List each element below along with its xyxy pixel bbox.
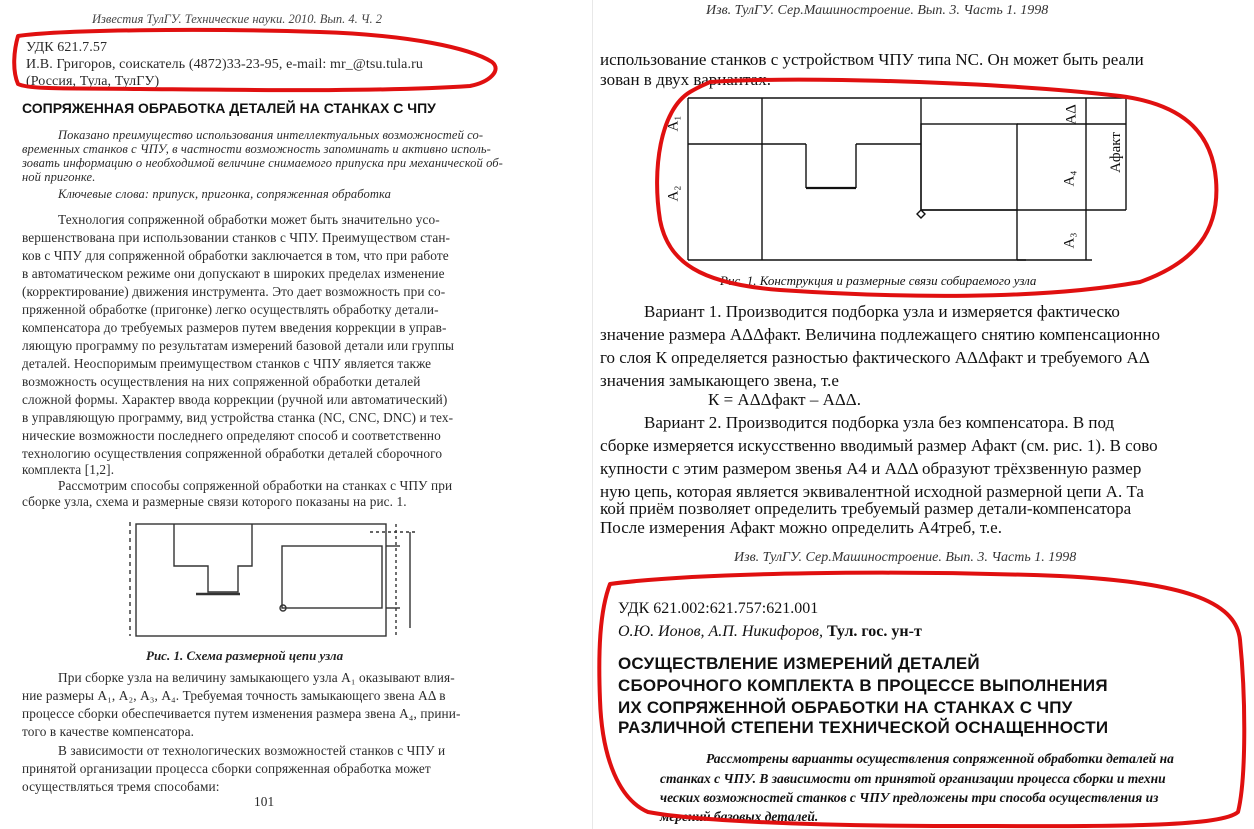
body-line: технологию осуществления сопряженной обработки деталей сборочного: [22, 446, 443, 461]
body-line: нические возможности последнего определяют способ и соответственно: [22, 428, 441, 443]
right-authors: [618, 623, 922, 641]
right-document-page: [596, 0, 1254, 829]
abstract-line: зовать информацию о необходимой величине снимаемого припуска при механической об-: [22, 156, 503, 170]
body-line: ков с ЧПУ для сопряженной обработки заключается в том, что при работе: [22, 248, 449, 263]
intro-line: зован в двух вариантах.: [600, 70, 771, 89]
right-assembly-figure: [656, 96, 1241, 268]
compensator-body: [921, 124, 1017, 210]
right-figure-caption: Рис. 1. Конструкция и размерные связи собираемого узла: [720, 273, 1037, 288]
body-line: компенсатора до требуемых размеров путем введения коррекции в управ-: [22, 320, 447, 335]
left-page-number: 101: [254, 794, 275, 809]
abstract-line: станках с ЧПУ. В зависимости от принятой организации процесса сборки и техни: [660, 771, 1166, 786]
body-line: деталей. Неоспоримым преимуществом станков с ЧПУ является также: [22, 356, 432, 371]
compensator-part: [282, 546, 382, 608]
abstract-line: Показано преимущество использования интеллектуальных возможностей со-: [58, 128, 484, 142]
body2-line: При сборке узла на величину замыкающего узла А₁ оказывают влия-: [58, 670, 455, 685]
body2-line: ние размеры А₁, А₂, А₃, А₄. Требуемая точность замыкающего звена АΔ в: [22, 688, 446, 703]
body-line: (корректирование) движения инструмента. Это дает возможность при со-: [22, 284, 446, 299]
left-author-line: И.В. Григоров, соискатель (4872)33-23-95, e-mail: mr_@tsu.tula.ru: [26, 57, 423, 72]
left-keywords: Ключевые слова: припуск, пригонка, сопряженная обработка: [58, 187, 391, 201]
left-running-header: Известия ТулГУ. Технические науки. 2010. Вып. 4. Ч. 2: [92, 12, 382, 26]
title-line: СБОРОЧНОГО КОМПЛЕКТА В ПРОЦЕССЕ ВЫПОЛНЕНИЯ: [618, 676, 1108, 695]
body2-line: осуществляться тремя способами:: [22, 779, 220, 794]
label-a3: A₃: [1061, 232, 1078, 249]
variant-line: значение размера АΔΔфакт. Величина подлежащего снятию компенсационно: [600, 325, 1160, 344]
body-line: Рассмотрим способы сопряженной обработки на станках с ЧПУ при: [58, 478, 453, 493]
label-a-delta: AΔ: [1063, 104, 1080, 125]
abstract-line: ческих возможностей станков с ЧПУ предложены три способа осуществления из: [660, 790, 1159, 805]
body-line: в управляющую программу, вид устройства станка (NC, CNC, DNC) и тех-: [22, 410, 454, 425]
intro-line: использование станков с устройством ЧПУ типа NC. Он может быть реали: [600, 50, 1144, 69]
left-figure-caption: Рис. 1. Схема размерной цепи узла: [146, 648, 344, 663]
abstract-line: Рассмотрены варианты осуществления сопряженной обработки деталей на: [706, 751, 1174, 766]
variant-line: значения замыкающего звена, т.е: [600, 371, 839, 390]
body-line: сборке узла, схема и размерные связи которого показаны на рис. 1.: [22, 494, 407, 509]
body-line: Технология сопряженной обработки может быть значительно усо-: [58, 212, 440, 227]
base-part-outline: [174, 524, 252, 592]
body-line: вершенствована при использовании станков с ЧПУ. Преимуществом стан-: [22, 230, 451, 245]
body2-line: того в качестве компенсатора.: [22, 724, 195, 739]
left-udk: УДК 621.7.57: [26, 40, 108, 55]
body-line: в автоматическом режиме они допускают в широких пределах изменение: [22, 266, 445, 281]
variant-line: го слоя К определяется разностью фактического АΔΔфакт и требуемого АΔ: [600, 348, 1150, 367]
right-running-header-top: Изв. ТулГУ. Сер.Машиностроение. Вып. 3. Часть 1. 1998: [706, 3, 1049, 18]
right-running-header-bottom: Изв. ТулГУ. Сер.Машиностроение. Вып. 3. Часть 1. 1998: [734, 550, 1077, 565]
abstract-line: мерений базовых деталей.: [660, 809, 819, 824]
page-divider: [592, 0, 593, 829]
variant-line: Вариант 2. Производится подборка узла без компенсатора. В под: [644, 413, 1115, 432]
variant-line: сборке измеряется искусственно вводимый размер Афакт (см. рис. 1). В сово: [600, 436, 1158, 455]
body2-line: принятой организации процесса сборки сопряженная обработка может: [22, 761, 431, 776]
abstract-line: временных станков с ЧПУ, в частности возможность запоминать и активно исполь-: [22, 142, 491, 156]
title-line: РАЗЛИЧНОЙ СТЕПЕНИ ТЕХНИЧЕСКОЙ ОСНАЩЕННОСТИ: [618, 718, 1109, 737]
label-a-fakt: Aфакт: [1107, 132, 1124, 173]
formula-line: К = АΔΔфакт – АΔΔ.: [708, 390, 861, 409]
body-line: комплекта [1,2].: [22, 462, 115, 477]
body-line: возможность осуществления на них сопряженной обработки деталей: [22, 374, 421, 389]
label-a2: A₂: [665, 185, 682, 202]
title-line: ОСУЩЕСТВЛЕНИЕ ИЗМЕРЕНИЙ ДЕТАЛЕЙ: [618, 654, 980, 673]
body-line: пряженной обработке (пригонке) легко осуществлять обработку детали-: [22, 302, 439, 317]
measurement-point: [917, 210, 925, 218]
body-line: ляющую программу по результатам измерений базовой детали или группы: [22, 338, 455, 353]
body2-line: В зависимости от технологических возможностей станков с ЧПУ и: [58, 743, 446, 758]
variant-line: купности с этим размером звенья А4 и АΔΔ образуют трёхзвенную размер: [600, 459, 1142, 478]
variant-line: После измерения Афакт можно определить А4треб, т.е.: [600, 518, 1002, 537]
right-udk: УДК 621.002:621.757:621.001: [618, 600, 819, 617]
authors-names: О.Ю. Ионов, А.П. Никифоров,: [618, 623, 823, 640]
body-line: сложной формы. Характер ввода коррекции (ручной или автоматический): [22, 392, 448, 407]
left-article-title: СОПРЯЖЕННАЯ ОБРАБОТКА ДЕТАЛЕЙ НА СТАНКАХ С ЧПУ: [22, 100, 436, 116]
authors-org: Тул. гос. ун-т: [826, 623, 922, 640]
left-affiliation: (Россия, Тула, ТулГУ): [26, 74, 160, 89]
abstract-line: ной пригонке.: [22, 170, 96, 184]
variant-line: Вариант 1. Производится подборка узла и измеряется фактическо: [644, 302, 1120, 321]
left-dimension-chain-figure: [100, 518, 430, 646]
variant-line: кой приём позволяет определить требуемый размер детали-компенсатора: [600, 499, 1132, 518]
left-document-page: [0, 0, 590, 829]
title-line: ИХ СОПРЯЖЕННОЙ ОБРАБОТКИ НА СТАНКАХ С ЧПУ: [618, 698, 1073, 717]
variant-line: ную цепь, которая является эквивалентной исходной размерной цепи А. Та: [600, 482, 1144, 501]
label-a1: A₁: [665, 115, 682, 132]
label-a4: A₄: [1061, 170, 1078, 187]
body2-line: процессе сборки обеспечивается путем изменения размера звена А₄, прини-: [22, 706, 461, 721]
